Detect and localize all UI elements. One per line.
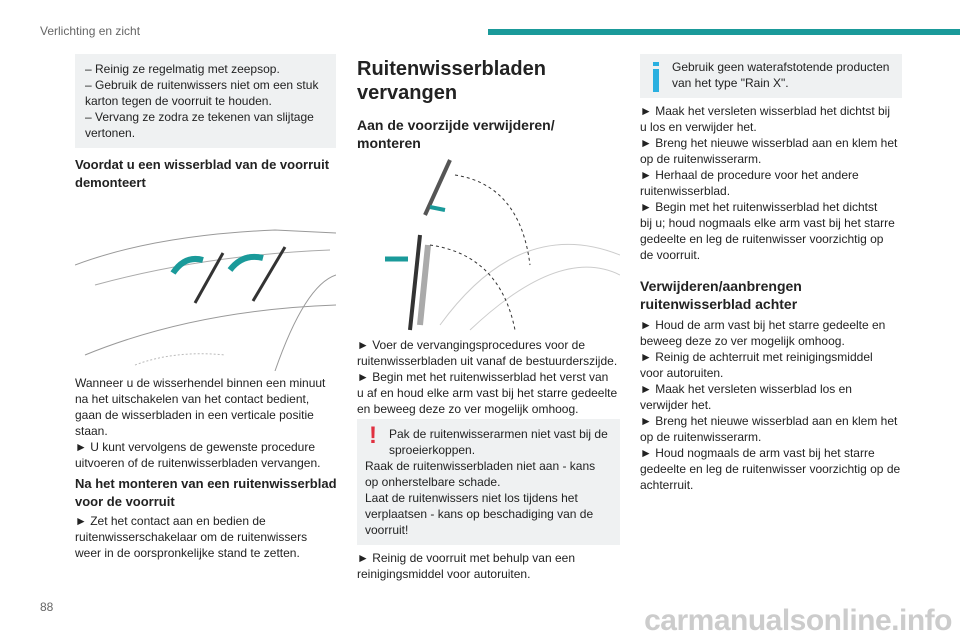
paragraph-replace-rear: ► Houd de arm vast bij het starre gedeelte en beweeg deze zo ver mogelijk omhoog. ► Reinig de achterruit met reinigingsmiddel voor autoruiten. ► Maak het versleten wisserblad los en verwijder het. ► Breng het nieuwe wisserblad aan en klem het op de ruitenwisserarm. ► Houd nogmaals de arm vast bij het starre gedeelte en leg de ruitenwisser voorzichtig op de achterruit. (640, 318, 901, 492)
header-accent-bar (488, 29, 960, 35)
warning-text-first: Pak de ruitenwisserarmen niet vast bij de sproeierkoppen. (389, 427, 608, 457)
left-column (75, 54, 340, 561)
warning-box (357, 419, 620, 545)
watermark: carmanualsonline.info (644, 604, 952, 637)
wiper-blade-removal-illustration (380, 155, 620, 332)
heading-after-fitting: Na het monteren van een ruitenwisserblad voor de voorruit (75, 476, 337, 509)
warning-icon: ! (369, 422, 377, 449)
windscreen-wipers-illustration (75, 225, 336, 371)
info-box (640, 54, 902, 98)
page-number: 88 (40, 600, 54, 614)
section-title: Verlichting en zicht (40, 24, 141, 38)
right-column (640, 54, 930, 493)
paragraph-replace-front: ► Maak het versleten wisserblad het dichtst bij u los en verwijder het. ► Breng het nieuwe wisserblad aan en klem het op de ruitenwisserarm. ► Herhaal de procedure voor het andere ruitenwisserblad. ► Begin met het ruitenwisserblad het dichtst bij u; houd nogmaals elke arm vast bij het starre gedeelte en leg de ruitenwisser voorzichtig op de voorruit. (640, 104, 898, 262)
subheading-rear: Verwijderen/aanbrengen ruitenwisserblad achter (640, 278, 802, 312)
tips-box: – Reinig ze regelmatig met zeepsop. – Gebruik de ruitenwissers niet om een stuk karton tegen de voorruit te houden. – Vervang ze zodra ze tekenen van slijtage vertonen. (75, 54, 336, 148)
warning-text-rest: Raak de ruitenwisserbladen niet aan - kans op onherstelbare schade. Laat de ruitenwissers niet los tijdens het verplaatsen - kans op beschadiging van de voorruit! (365, 459, 596, 537)
paragraph-clean-windscreen: ► Reinig de voorruit met behulp van een reinigingsmiddel voor autoruiten. (357, 551, 576, 581)
middle-column (357, 57, 627, 582)
subheading-front: Aan de voorzijde verwijderen/ monteren (357, 117, 555, 151)
paragraph-reset: ► Zet het contact aan en bedien de ruitenwisserschakelaar om de ruitenwissers weer in de oorspronkelijke stand te zetten. (75, 514, 308, 560)
paragraph-wiper-lever: Wanneer u de wisserhendel binnen een minuut na het uitschakelen van het contact bedient, gaan de wisserbladen in een verticale positie staan. ► U kunt vervolgens de gewenste procedure uitvoeren of de ruitenwisserbladen vervangen. (75, 376, 326, 470)
heading-before-removal: Voordat u een wisserblad van de voorruit demonteert (75, 157, 330, 190)
page-title: Ruitenwisserbladen vervangen (357, 58, 546, 104)
info-text: Gebruik geen waterafstotende producten van het type "Rain X". (672, 60, 890, 90)
paragraph-procedure: ► Voer de vervangingsprocedures voor de ruitenwisserbladen uit vanaf de bestuurderszijde. ► Begin met het ruitenwisserblad het verst van u af en houd elke arm vast bij het starre gedeelte en beweeg deze zo ver mogelijk omhoog. (357, 338, 618, 416)
